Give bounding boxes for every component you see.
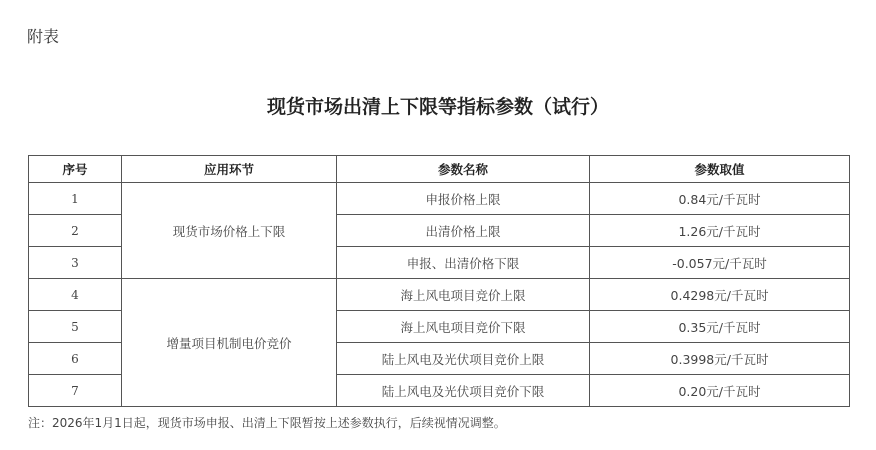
parameter-value: 0.84元/千瓦时 [590,183,850,215]
parameter-value: 1.26元/千瓦时 [590,215,850,247]
appendix-label: 附表 [27,27,60,46]
row-number: 7 [29,375,122,407]
parameter-name: 陆上风电及光伏项目竞价下限 [337,375,590,407]
row-number: 6 [29,343,122,375]
table-header-row [29,156,850,183]
parameter-name: 申报、出清价格下限 [337,247,590,279]
parameter-value: 0.20元/千瓦时 [590,375,850,407]
row-number: 5 [29,311,122,343]
header-parameter-name: 参数名称 [337,156,590,183]
parameter-value: 0.4298元/千瓦时 [590,279,850,311]
parameter-value: -0.057元/千瓦时 [590,247,850,279]
parameter-name: 出清价格上限 [337,215,590,247]
row-number: 3 [29,247,122,279]
group-incremental-project-bidding: 增量项目机制电价竞价 [122,279,337,407]
table-row [29,183,850,215]
table-row [29,279,850,311]
header-parameter-value: 参数取值 [590,156,850,183]
row-number: 4 [29,279,122,311]
parameter-value: 0.3998元/千瓦时 [590,343,850,375]
parameter-name: 海上风电项目竞价上限 [337,279,590,311]
page-title: 现货市场出清上下限等指标参数（试行） [266,96,609,118]
parameter-name: 海上风电项目竞价下限 [337,311,590,343]
parameter-value: 0.35元/千瓦时 [590,311,850,343]
parameter-table [28,155,850,407]
group-spot-market-price-limits: 现货市场价格上下限 [122,183,337,279]
row-number: 1 [29,183,122,215]
parameter-name: 申报价格上限 [337,183,590,215]
footnote: 注：2026年1月1日起，现货市场申报、出清上下限暂按上述参数执行，后续视情况调整。 [28,416,506,430]
header-application-stage: 应用环节 [122,156,337,183]
parameter-name: 陆上风电及光伏项目竞价上限 [337,343,590,375]
row-number: 2 [29,215,122,247]
header-serial-number: 序号 [29,156,122,183]
